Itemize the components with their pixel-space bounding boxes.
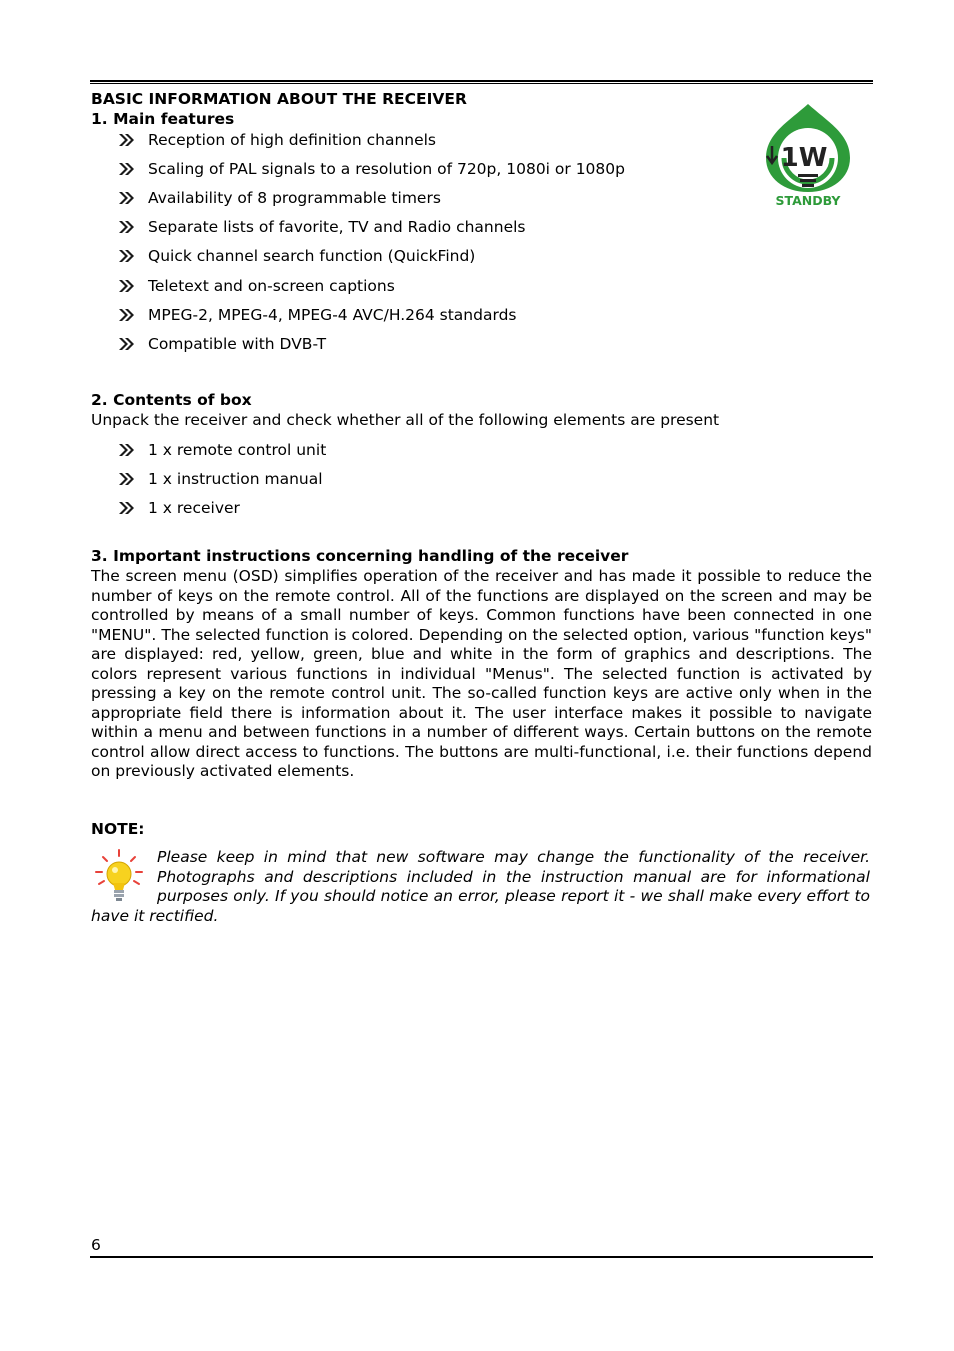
note-text: Please keep in mind that new software may change the functionality of the receiver. Photographs and descriptions included in the instruction manual are for informational purposes only. If you should notice an error, please report it - we shall make every effort to have it rectified. bbox=[91, 848, 870, 925]
list-item: Scaling of PAL signals to a resolution of 720p, 1080i or 1080p bbox=[118, 154, 625, 183]
logo-text: 1W bbox=[780, 143, 828, 173]
double-chevron-right-icon bbox=[118, 470, 148, 488]
list-item: Quick channel search function (QuickFind) bbox=[118, 242, 625, 271]
double-chevron-right-icon bbox=[118, 335, 148, 353]
page-number: 6 bbox=[91, 1236, 101, 1254]
list-item: 1 x instruction manual bbox=[118, 464, 326, 493]
double-chevron-right-icon bbox=[118, 499, 148, 517]
list-item: Reception of high definition channels bbox=[118, 125, 625, 154]
double-chevron-right-icon bbox=[118, 160, 148, 178]
list-item: Compatible with DVB-T bbox=[118, 329, 625, 358]
section-heading-contents-of-box: 2. Contents of box bbox=[91, 391, 252, 409]
top-rule bbox=[90, 80, 873, 84]
box-contents-list bbox=[118, 435, 326, 523]
main-features-list bbox=[118, 125, 625, 359]
standby-1w-logo bbox=[760, 100, 856, 212]
instructions-paragraph: The screen menu (OSD) simplifies operation of the receiver and has made it possible to reduce the number of keys on the remote control. All of the functions are displayed on the screen and may be controlled by means of a small number of keys. Common functions have been connected in one "MENU". The selected function is colored. Depending on the selected option, various "function keys" are displayed: red, yellow, green, blue and white in the form of graphics and descriptions. The colors represent various functions in individual "Menus". The selected function is activated by pressing a key on the remote control unit. The so-called function keys are active only when in the appropriate field there is information about it. The user interface makes it possible to navigate within a menu and between functions in a number of different ways. Certain buttons on the remote control allow direct access to functions. The buttons are multi-functional, i.e. their functions depend on previously activated elements. bbox=[91, 567, 872, 780]
double-chevron-right-icon bbox=[118, 189, 148, 207]
double-chevron-right-icon bbox=[118, 306, 148, 324]
list-item: 1 x receiver bbox=[118, 493, 326, 522]
double-chevron-right-icon bbox=[118, 131, 148, 149]
page-title: BASIC INFORMATION ABOUT THE RECEIVER bbox=[91, 90, 467, 108]
list-item: 1 x remote control unit bbox=[118, 435, 326, 464]
section-heading-main-features: 1. Main features bbox=[91, 110, 235, 128]
lightbulb-icon bbox=[91, 848, 157, 906]
section-heading-important-instructions: 3. Important instructions concerning handling of the receiver bbox=[91, 547, 629, 565]
list-item: MPEG-2, MPEG-4, MPEG-4 AVC/H.264 standards bbox=[118, 300, 625, 329]
double-chevron-right-icon bbox=[118, 441, 148, 459]
double-chevron-right-icon bbox=[118, 218, 148, 236]
note-heading: NOTE: bbox=[91, 820, 145, 838]
note-block bbox=[91, 848, 870, 926]
contents-intro: Unpack the receiver and check whether all of the following elements are present bbox=[91, 411, 720, 429]
double-chevron-right-icon bbox=[118, 277, 148, 295]
bottom-rule bbox=[90, 1256, 873, 1258]
double-chevron-right-icon bbox=[118, 247, 148, 265]
logo-caption: STANDBY bbox=[775, 193, 841, 208]
list-item: Teletext and on-screen captions bbox=[118, 271, 625, 300]
list-item: Availability of 8 programmable timers bbox=[118, 183, 625, 212]
list-item: Separate lists of favorite, TV and Radio channels bbox=[118, 213, 625, 242]
